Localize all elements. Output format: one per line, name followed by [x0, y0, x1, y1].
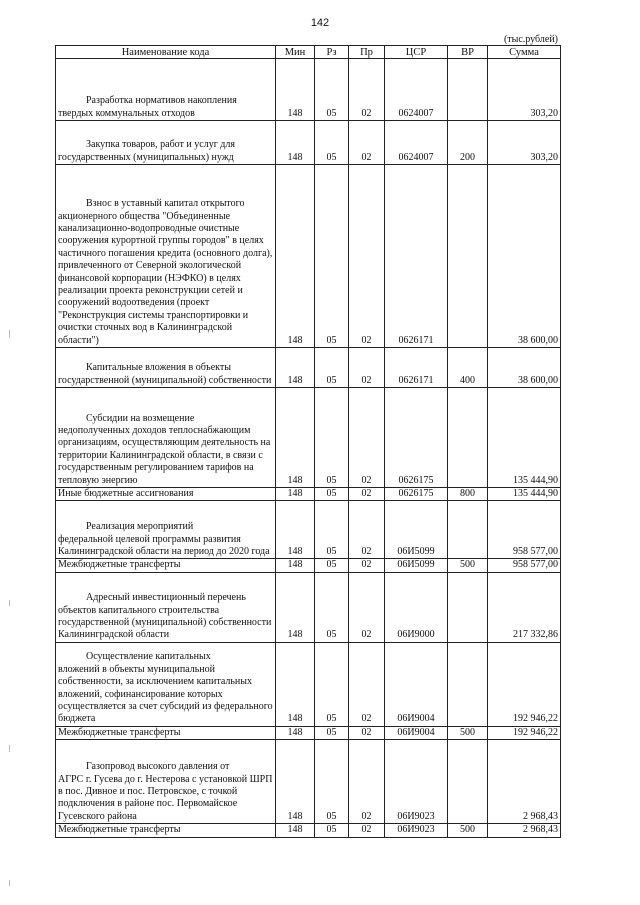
- table-row: [56, 348, 561, 388]
- cell-vr: 800: [448, 488, 488, 501]
- cell-min: 148: [276, 559, 315, 572]
- cell-min: 148: [276, 165, 315, 348]
- cell-sum: 958 577,00: [488, 501, 561, 559]
- row-name-lead: Субсидии на возмещение: [86, 412, 195, 424]
- cell-pr: 02: [349, 59, 385, 121]
- budget-table: [55, 45, 561, 838]
- row-name: [56, 740, 276, 824]
- cell-csr: 06И9000: [385, 572, 448, 642]
- cell-min: 148: [276, 572, 315, 642]
- cell-sum: 2 968,43: [488, 824, 561, 837]
- row-name: [56, 488, 276, 501]
- cell-csr: 0626175: [385, 488, 448, 501]
- cell-vr: [448, 165, 488, 348]
- cell-sum: 135 444,90: [488, 488, 561, 501]
- scan-mark: [9, 330, 10, 338]
- table-row: [56, 572, 561, 642]
- cell-pr: 02: [349, 165, 385, 348]
- row-name-lead: Реализация мероприятий: [86, 521, 194, 533]
- cell-pr: 02: [349, 642, 385, 726]
- row-name-lead: Межбюджетные трансферты: [58, 824, 181, 836]
- table-row: [56, 726, 561, 739]
- row-name-rest: недополученных доходов теплоснабжающим организациям, осуществляющим деятельность на территории Калининградской области, в связи с государственным регулированием тарифов на тепловую энергию: [58, 424, 271, 486]
- cell-pr: 02: [349, 121, 385, 165]
- cell-pr: 02: [349, 559, 385, 572]
- cell-min: 148: [276, 824, 315, 837]
- cell-csr: 06И5099: [385, 501, 448, 559]
- cell-vr: 500: [448, 559, 488, 572]
- row-name: [56, 572, 276, 642]
- cell-pr: 02: [349, 726, 385, 739]
- cell-vr: 500: [448, 824, 488, 837]
- cell-sum: 135 444,90: [488, 388, 561, 488]
- cell-sum: 958 577,00: [488, 559, 561, 572]
- header-min: Мин: [276, 46, 315, 59]
- cell-vr: 500: [448, 726, 488, 739]
- header-name: Наименование кода: [56, 46, 276, 59]
- cell-rz: 05: [315, 121, 349, 165]
- table-row: [56, 388, 561, 488]
- cell-sum: 192 946,22: [488, 726, 561, 739]
- cell-min: 148: [276, 59, 315, 121]
- row-name-lead: Газопровод высокого давления от: [86, 761, 230, 773]
- cell-rz: 05: [315, 824, 349, 837]
- row-name-rest: государственных (муниципальных) нужд: [58, 151, 234, 163]
- row-name-rest: АГРС г. Гусева до г. Нестерова с установкой ШРП в пос. Дивное и пос. Петровское, с точкой подключения в районе пос. Первомайское Гусевского района: [58, 773, 273, 822]
- cell-rz: 05: [315, 726, 349, 739]
- header-pr: Пр: [349, 46, 385, 59]
- row-name: [56, 165, 276, 348]
- cell-sum: 38 600,00: [488, 348, 561, 388]
- table-row: [56, 488, 561, 501]
- cell-pr: 02: [349, 501, 385, 559]
- cell-csr: 06И9023: [385, 824, 448, 837]
- row-name: [56, 642, 276, 726]
- cell-rz: 05: [315, 348, 349, 388]
- cell-csr: 0626171: [385, 165, 448, 348]
- row-name-lead: Межбюджетные трансферты: [58, 726, 181, 738]
- table-row: [56, 559, 561, 572]
- cell-min: 148: [276, 348, 315, 388]
- row-name: [56, 501, 276, 559]
- cell-csr: 0626175: [385, 388, 448, 488]
- scan-mark: [9, 745, 10, 752]
- cell-min: 148: [276, 642, 315, 726]
- cell-vr: 400: [448, 348, 488, 388]
- row-name-rest: государственной (муниципальной) собственности: [58, 374, 272, 386]
- scan-mark: [9, 600, 10, 606]
- cell-rz: 05: [315, 501, 349, 559]
- cell-min: 148: [276, 488, 315, 501]
- cell-vr: [448, 740, 488, 824]
- cell-rz: 05: [315, 388, 349, 488]
- cell-vr: [448, 501, 488, 559]
- row-name-lead: Осуществление капитальных: [86, 651, 211, 663]
- row-name-rest: акционерного общества "Объединенные канализационно-водопроводные очистные сооружения курортной группы городов" в целях частичного погашения кредита (основного долга), привлеченного от Северной экологической финансовой корпорации (НЭФКО) в целях реализации проекта реконструкции сетей и сооружений водоотведения (проект "Реконструкция системы транспортировки и очистки сточных вод в Калининградской области"): [58, 210, 273, 346]
- table-row: [56, 824, 561, 837]
- cell-pr: 02: [349, 572, 385, 642]
- row-name: [56, 559, 276, 572]
- cell-vr: [448, 59, 488, 121]
- cell-sum: 38 600,00: [488, 165, 561, 348]
- row-name-lead: Адресный инвестиционный перечень: [86, 592, 246, 604]
- row-name-rest: объектов капитального строительства государственной (муниципальной) собственности Калининградской области: [58, 604, 272, 641]
- header-csr: ЦСР: [385, 46, 448, 59]
- cell-sum: 2 968,43: [488, 740, 561, 824]
- cell-pr: 02: [349, 488, 385, 501]
- cell-pr: 02: [349, 388, 385, 488]
- row-name-lead: Взнос в уставный капитал открытого: [86, 198, 245, 210]
- cell-rz: 05: [315, 59, 349, 121]
- row-name-lead: Закупка товаров, работ и услуг для: [86, 139, 235, 151]
- cell-sum: 303,20: [488, 59, 561, 121]
- row-name-lead: Межбюджетные трансферты: [58, 559, 181, 571]
- row-name-lead: Разработка нормативов накопления: [86, 95, 237, 107]
- table-header-row: [56, 46, 561, 59]
- cell-min: 148: [276, 501, 315, 559]
- table-row: [56, 165, 561, 348]
- table-row: [56, 121, 561, 165]
- row-name-lead: Иные бюджетные ассигнования: [58, 488, 194, 499]
- cell-csr: 0624007: [385, 59, 448, 121]
- cell-rz: 05: [315, 488, 349, 501]
- row-name: [56, 726, 276, 739]
- row-name-lead: Капитальные вложения в объекты: [86, 362, 231, 374]
- header-rz: Рз: [315, 46, 349, 59]
- table-row: [56, 642, 561, 726]
- row-name-rest: твердых коммунальных отходов: [58, 107, 195, 119]
- cell-rz: 05: [315, 740, 349, 824]
- cell-pr: 02: [349, 824, 385, 837]
- cell-vr: 200: [448, 121, 488, 165]
- cell-min: 148: [276, 726, 315, 739]
- scan-mark: [9, 880, 10, 886]
- row-name-rest: федеральной целевой программы развития Калининградской области на период до 2020 года: [58, 533, 270, 557]
- row-name-rest: вложений в объекты муниципальной собственности, за исключением капитальных вложений, софинансирование которых осуществляется за счет субсидий из федерального бюджета: [58, 663, 273, 725]
- header-sum: Сумма: [488, 46, 561, 59]
- cell-min: 148: [276, 740, 315, 824]
- header-vr: ВР: [448, 46, 488, 59]
- cell-csr: 06И9023: [385, 740, 448, 824]
- cell-vr: [448, 642, 488, 726]
- cell-vr: [448, 388, 488, 488]
- cell-min: 148: [276, 388, 315, 488]
- cell-rz: 05: [315, 642, 349, 726]
- cell-csr: 06И9004: [385, 726, 448, 739]
- row-name: [56, 121, 276, 165]
- row-name: [56, 824, 276, 837]
- cell-csr: 0624007: [385, 121, 448, 165]
- cell-csr: 06И9004: [385, 642, 448, 726]
- row-name: [56, 59, 276, 121]
- cell-rz: 05: [315, 572, 349, 642]
- cell-pr: 02: [349, 740, 385, 824]
- units-label: (тыс.рублей): [503, 34, 558, 45]
- cell-sum: 303,20: [488, 121, 561, 165]
- cell-sum: 217 332,86: [488, 572, 561, 642]
- cell-rz: 05: [315, 559, 349, 572]
- cell-sum: 192 946,22: [488, 642, 561, 726]
- cell-rz: 05: [315, 165, 349, 348]
- page-number: 142: [310, 17, 330, 29]
- cell-csr: 06И5099: [385, 559, 448, 572]
- row-name: [56, 348, 276, 388]
- cell-pr: 02: [349, 348, 385, 388]
- cell-vr: [448, 572, 488, 642]
- table-row: [56, 740, 561, 824]
- row-name: [56, 388, 276, 488]
- table-row: [56, 501, 561, 559]
- table-row: [56, 59, 561, 121]
- cell-min: 148: [276, 121, 315, 165]
- cell-csr: 0626171: [385, 348, 448, 388]
